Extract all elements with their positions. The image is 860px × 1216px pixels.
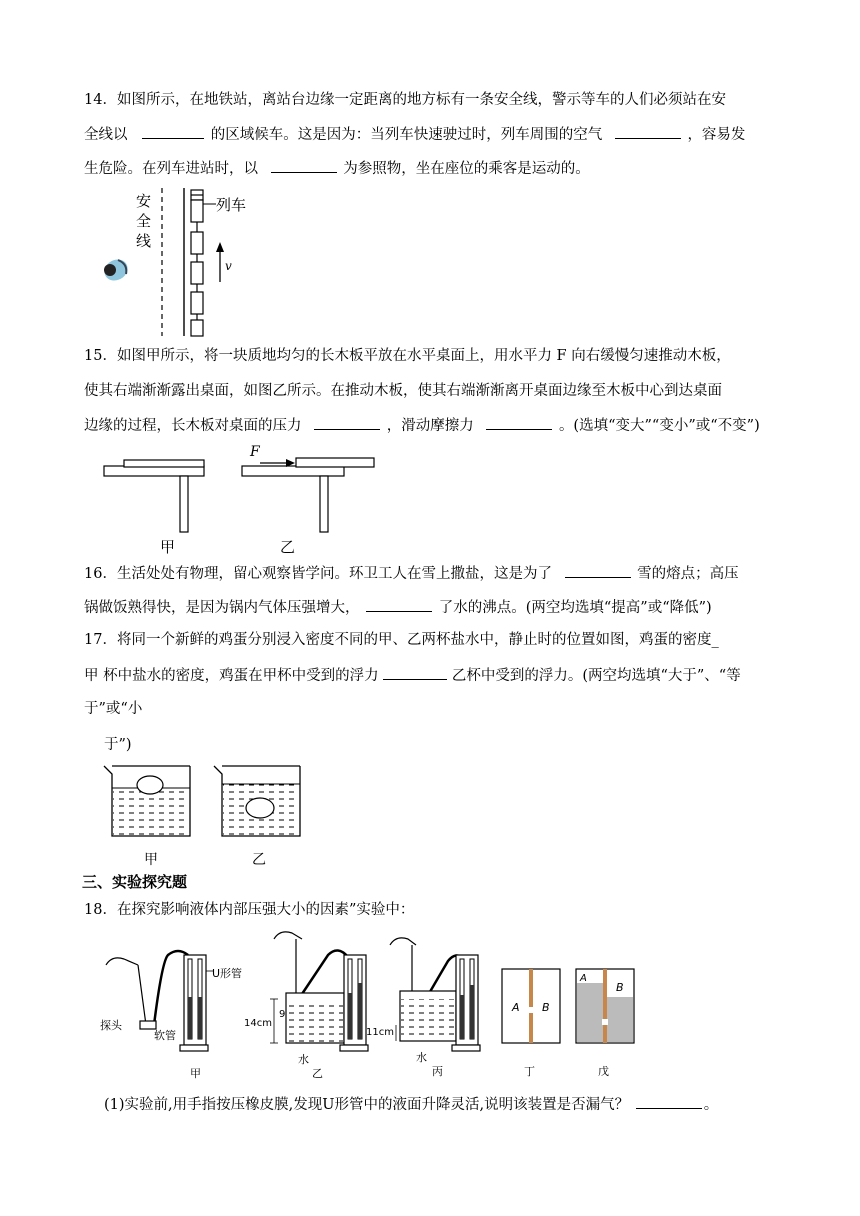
- q15-figure: [100, 444, 390, 560]
- hand-icon: [274, 932, 302, 939]
- probe: [140, 1021, 156, 1029]
- train: [191, 190, 203, 336]
- q15-force-label: F: [250, 444, 260, 460]
- apparatus-yi: [244, 932, 368, 1080]
- depth-14-label: 14cm: [244, 1018, 272, 1029]
- q18-sub-1-text: (1)实验前,用手指按压橡皮膜,发现U形管中的液面升降灵活,说明该装置是否漏气？: [104, 1097, 630, 1113]
- q17-line-3: 于”或“小: [84, 701, 143, 717]
- label-A2: A: [580, 973, 587, 984]
- q15-label-a: 甲: [160, 538, 176, 556]
- board-a: [124, 460, 204, 467]
- hand-icon: [106, 958, 138, 965]
- q15-text-3a: 边缘的过程，长木板对桌面的压力: [84, 418, 302, 434]
- q14-line-2: [84, 124, 745, 145]
- q17-text-2a: 甲 杯中盐水的密度，鸡蛋在甲杯中受到的浮力: [84, 668, 379, 684]
- q14-safety-label-3: 线: [136, 232, 152, 250]
- q16-line-1: [84, 563, 739, 584]
- person-icon: [101, 255, 132, 284]
- container-ding: [502, 969, 560, 1078]
- q16-line-2: [84, 597, 712, 618]
- q17-figure: [98, 760, 298, 868]
- q17-line-4: 于”): [104, 737, 132, 753]
- label-bing: 丙: [432, 1065, 443, 1078]
- q14-text-2c: ，容易发: [687, 127, 746, 143]
- table-leg-a: [180, 476, 188, 532]
- q18-blank-1[interactable]: [636, 1094, 702, 1109]
- q17-label-b: 乙: [252, 852, 266, 868]
- label-B1: B: [542, 1001, 550, 1014]
- q18-figure: [98, 925, 648, 1081]
- water-label-yi: 水: [298, 1053, 309, 1066]
- q15-blank-2[interactable]: [486, 415, 552, 430]
- q17-line-2: [84, 665, 741, 686]
- q14-text-2a: 全线以: [84, 127, 128, 143]
- q14-blank-3[interactable]: [271, 158, 337, 173]
- q15-blank-1[interactable]: [314, 415, 380, 430]
- q15-label-b: 乙: [280, 538, 296, 556]
- q14-safety-label-2: 全: [136, 212, 152, 230]
- q14-blank-2[interactable]: [615, 124, 681, 139]
- container-wu: [576, 969, 634, 1078]
- q17-text-2b: 乙杯中受到的浮力。(两空均选填“大于”、“等: [451, 668, 741, 684]
- q17-blank-2[interactable]: [383, 665, 447, 680]
- depth-9-label: 9: [279, 1009, 286, 1020]
- q16-text-2a: 锅做饭熟得快，是因为锅内气体压强增大，: [84, 600, 360, 616]
- q16-blank-2[interactable]: [366, 597, 432, 612]
- label-ding: 丁: [524, 1065, 535, 1078]
- table-leg-b: [320, 476, 328, 532]
- hose-label: 软管: [154, 1029, 176, 1042]
- q14-text-3a: 生危险。在列车进站时，以: [84, 161, 258, 177]
- q16-text-2b: 了水的沸点。(两空均选填“提高”或“降低”): [438, 600, 712, 616]
- q14-line-1: 14．如图所示，在地铁站，离站台边缘一定距离的地方标有一条安全线，警示等车的人们必须站在安: [84, 92, 726, 108]
- board-b: [296, 458, 374, 467]
- q18-sub-1: (1)实验前,用手指按压橡皮膜,发现U形管中的液面升降灵活,说明该装置是否漏气？ 。: [104, 1094, 718, 1115]
- q14-figure: [98, 186, 258, 336]
- label-A1: A: [512, 1001, 520, 1014]
- water-label-bing: 水: [416, 1051, 427, 1064]
- label-jia: 甲: [190, 1067, 201, 1080]
- probe-label: 探头: [100, 1019, 122, 1032]
- u-tube-label: U形管: [212, 967, 243, 980]
- apparatus-bing: [366, 938, 480, 1078]
- q17-line-1: 17．将同一个新鲜的鸡蛋分别浸入密度不同的甲、乙两杯盐水中，静止时的位置如图，鸡蛋的密度_: [84, 632, 719, 648]
- q14-text-2b: 的区域候车。这是因为：当列车快速驶过时，列车周围的空气: [210, 127, 603, 143]
- q15-line-3: [84, 415, 760, 436]
- apparatus-jia: [100, 951, 242, 1080]
- depth-11-label: 11cm: [366, 1027, 394, 1038]
- q15-line-2: 使其右端渐渐露出桌面，如图乙所示。在推动木板，使其右端渐渐离开桌面边缘至木板中心到达桌面: [84, 383, 722, 399]
- saltwater-a: [113, 788, 189, 835]
- label-B2: B: [616, 981, 624, 994]
- hand-icon: [390, 938, 416, 945]
- q14-train-label: 列车: [216, 196, 247, 214]
- q15-line-1: 15．如图甲所示，将一块质地均匀的长木板平放在水平桌面上，用水平力 F 向右缓慢匀速推动木板，: [84, 348, 731, 364]
- q14-velocity-label: v: [225, 259, 232, 273]
- q14-text-3b: 为参照物，坐在座位的乘客是运动的。: [343, 161, 590, 177]
- q14-blank-1[interactable]: [142, 124, 204, 139]
- q16-text-1b: 雪的熔点；高压: [637, 566, 739, 582]
- q15-text-3b: ，滑动摩擦力: [386, 418, 474, 434]
- q14-line-3: [84, 158, 590, 179]
- q16-blank-1[interactable]: [565, 563, 631, 578]
- q15-text-3c: 。(选填“变大”“变小”或“不变”): [558, 418, 760, 434]
- section-3-heading: 三、实验探究题: [82, 873, 188, 891]
- q14-safety-label-1: 安: [136, 192, 152, 210]
- egg-b: [246, 798, 274, 818]
- label-yi: 乙: [312, 1067, 323, 1080]
- q16-text-1a: 16．生活处处有物理，留心观察皆学问。环卫工人在雪上撒盐，这是为了: [84, 566, 552, 582]
- q17-label-a: 甲: [144, 852, 158, 868]
- egg-a: [137, 776, 163, 794]
- q18-intro: 18．在探究影响液体内部压强大小的因素”实验中：: [84, 902, 415, 918]
- label-wu: 戊: [598, 1065, 609, 1078]
